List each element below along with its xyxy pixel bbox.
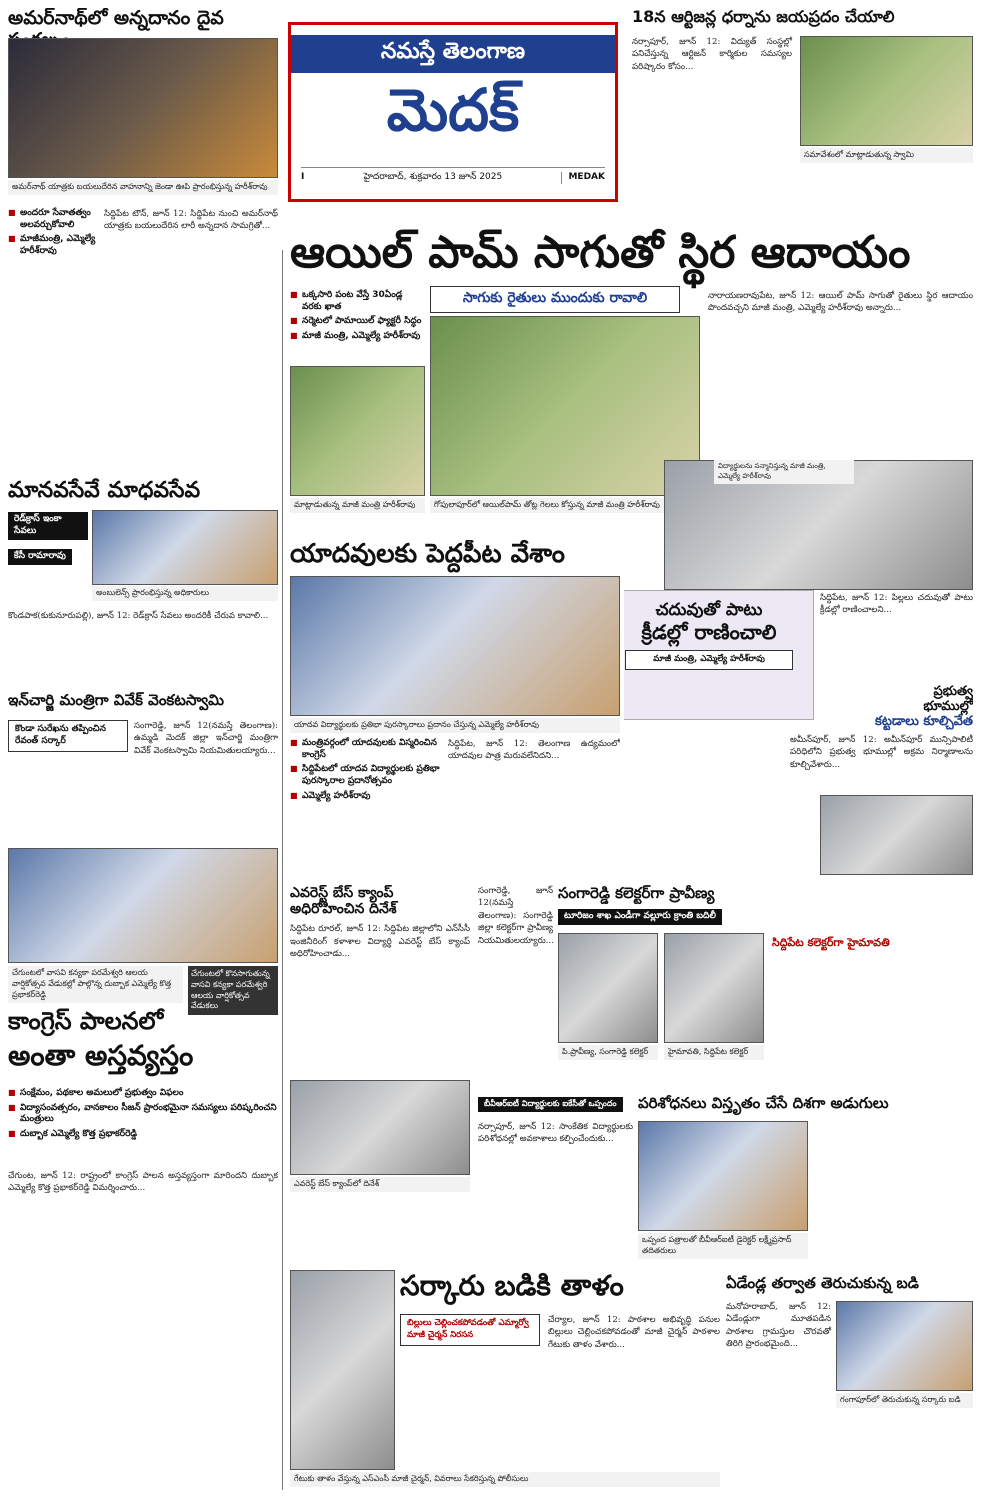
amarnath-article bbox=[8, 8, 278, 478]
headline: పరిశోధనలు విస్తృతం చేసే దిశగా అడుగులు bbox=[638, 1095, 889, 1112]
photo-caption: అమర్‌నాథ్ యాత్రకు బయలుదేరిన వాహనాన్ని జెండా ఊపి ప్రారంభిస్తున్న హరీశ్‌రావు bbox=[8, 180, 278, 195]
photo-caption: సమావేశంలో మాట్లాడుతున్న స్వామి bbox=[800, 148, 973, 163]
masthead bbox=[288, 22, 618, 202]
edition-name: మెదక్ bbox=[386, 76, 520, 144]
award-photo bbox=[290, 576, 620, 716]
bhoomi-article bbox=[790, 685, 973, 885]
headline: సర్కారు బడికి తాళం bbox=[400, 1270, 624, 1302]
headline: సంగారెడ్డి కలెక్టర్‌గా ప్రావీణ్య bbox=[558, 885, 715, 902]
headline: అమర్‌నాథ్‌లో అన్నదానం దైవ bbox=[8, 8, 224, 29]
mou-photo bbox=[638, 1121, 808, 1231]
subhead: సాగుకు రైతులు ముందుకు రావాలి bbox=[430, 286, 680, 313]
everest-photo bbox=[290, 1080, 470, 1175]
school-lock-article bbox=[290, 1270, 720, 1490]
photo-caption: గోపులాపూర్‌లో ఆయిల్‌పామ్ తోట్ల గెలలు కోస్తున్న మాజీ మంత్రి హరీశ్‌రావు bbox=[430, 498, 700, 513]
attribution: మాజీ మంత్రి, ఎమ్మెల్యే హరీశ్‌రావు bbox=[625, 650, 793, 670]
dharna-article bbox=[632, 8, 973, 223]
headline: యాదవులకు పెద్దపీట వేశాం bbox=[290, 540, 565, 569]
headline: ప్రభుత్వ bbox=[933, 685, 973, 699]
photo-caption: ఎవరెస్ట్ బేస్ క్యాంప్‌లో దినేశ్ bbox=[290, 1177, 470, 1192]
side-note: చేగుంటలో కొనసాగుతున్న వాసవి కన్యకా పరమేశ్వరి ఆలయ వార్షికోత్సవ వేడుకలు bbox=[188, 966, 278, 1015]
column-rule bbox=[282, 690, 283, 1490]
column-rule bbox=[282, 250, 283, 690]
bullet: ■ మాజీ మంత్రి, ఎమ్మెల్యే హరీశ్‌రావు bbox=[290, 331, 425, 343]
article-body: కొండపాక(కుకునూరుపల్లి), జూన్ 12: రెడ్‌క్రాస్ సేవలు అందరికీ చేరువ కావాలి... bbox=[8, 611, 269, 621]
photo-caption: విద్యార్థులను సన్మానిస్తున్న మాజీ మంత్రి, ఎమ్మెల్యే హరీశ్‌రావు bbox=[714, 460, 854, 484]
article-body: చేగుంట, జూన్ 12: రాష్ట్రంలో కాంగ్రెస్ పాలన అస్తవ్యస్తంగా మారిందని దుబ్బాక ఎమ్మెల్యే కొత్త ప్రభాకర్‌రెడ్డి విమర్శించారు... bbox=[8, 1171, 278, 1194]
headline: కట్టడాలు కూల్చివేత bbox=[875, 713, 973, 729]
article-body: నారాయణరావుపేట, జూన్ 12: ఆయిల్ పామ్ సాగుతో రైతులు స్థిర ఆదాయం పొందవచ్చని మాజీ మంత్రి, ఎమ్మెల్యే హరీశ్‌రావు అన్నారు... bbox=[708, 291, 973, 314]
research-article bbox=[478, 1095, 973, 1275]
bullet: ■ ఎమ్మెల్యే హరీశ్‌రావు bbox=[290, 791, 440, 803]
meeting-photo bbox=[290, 366, 425, 496]
headline: కాంగ్రెస్ పాలనలో bbox=[8, 1007, 164, 1035]
collector-photo-2 bbox=[664, 933, 764, 1043]
manavaseve-article bbox=[8, 478, 278, 688]
article-body: సంగారెడ్డి, జూన్ 12(నమస్తే తెలంగాణ): ఉమ్మడి మెదక్ జిల్లా ఇన్‌చార్జి మంత్రిగా వివేక్ వెంకటస్వామి నియమితులయ్యారు... bbox=[134, 721, 278, 756]
photo-caption: గేటుకు తాళం వేస్తున్న ఎస్‌ఎంసీ మాజీ చైర్మన్, వివరాలు సేకరిస్తున్న పోలీసులు bbox=[290, 1472, 720, 1487]
headline: క్రీడల్లో రాణించాలి bbox=[641, 619, 777, 644]
congress-article bbox=[8, 848, 278, 1488]
article-body: మనోహరాబాద్, జూన్ 12: ఏడేండ్లుగా మూతపడిన పాఠశాల గ్రామస్తుల చొరవతో తిరిగి ప్రారంభమైంది... bbox=[726, 1302, 831, 1350]
photo-caption: పి.ప్రావీణ్య, సంగారెడ్డి కలెక్టర్ bbox=[558, 1045, 658, 1060]
article-body: సిద్దిపేట టౌన్, జూన్ 12: సిద్దిపేట నుంచి అమర్‌నాథ్ యాత్రకు బయలుదేరిన లారీ అన్నదాన సామగ్రితో... bbox=[104, 209, 278, 232]
dateline: హైదరాబాద్, శుక్రవారం 13 జూన్ 2025 bbox=[363, 172, 503, 182]
headline: మానవసేవే మాధవసేవ bbox=[8, 478, 201, 503]
headline: చదువుతో పాటు bbox=[655, 600, 763, 620]
bullet: ■ దుబ్బాక ఎమ్మెల్యే కొత్త ప్రభాకర్‌రెడ్డి bbox=[8, 1129, 278, 1141]
tag: కేసీ రామారావు bbox=[8, 549, 72, 565]
ambulance-photo bbox=[92, 510, 278, 585]
article-body: నర్సాపూర్, జూన్ 12: విద్యుత్ సంస్థల్లో పనిచేస్తున్న ఆర్టిజన్ కార్మికుల సమస్యల పరిష్కారం కోసం... bbox=[632, 37, 792, 72]
bullet: ■ మంత్రివర్గంలో యాదవులకు విస్మరించిన కాంగ్రెస్ bbox=[290, 738, 440, 761]
article-body: సిద్దిపేట, జూన్ 12: పిల్లలు చదువుతో పాటు క్రీడల్లో రాణించాలని... bbox=[820, 593, 973, 616]
sub-headline: సిద్దిపేట కలెక్టర్‌గా హైమావతి bbox=[772, 936, 890, 949]
tag: బిల్లులు చెల్లించకపోవడంతో ఎమ్మార్వో మాజీ చైర్మన్ నిరసన bbox=[400, 1314, 540, 1346]
school-photo bbox=[836, 1301, 973, 1391]
photo-caption: యాదవ విద్యార్థులకు ప్రతిభా పురస్కారాలు ప్రదానం చేస్తున్న ఎమ్మెల్యే హరీశ్‌రావు bbox=[290, 718, 620, 733]
edition-code: MEDAK bbox=[561, 172, 605, 184]
bullet: ■ నర్మెటలో పామాయిల్ ఫ్యాక్టరీ సిద్ధం bbox=[290, 316, 425, 328]
demolition-photo bbox=[820, 795, 973, 875]
headline: ఆయిల్ పామ్ సాగుతో స్థిర ఆదాయం bbox=[290, 228, 911, 278]
photo-caption: మాట్లాడుతున్న మాజీ మంత్రి హరీశ్‌రావు bbox=[290, 498, 425, 513]
headline: 18న ఆర్టిజన్ల ధర్నాను జయప్రదం చేయాలి bbox=[632, 8, 895, 26]
reopen-article bbox=[726, 1275, 973, 1490]
tag: రెడ్‌క్రాస్ ఇంకా సేవలు bbox=[8, 512, 88, 540]
amarnath-photo bbox=[8, 38, 278, 178]
article-body: సిద్దిపేట, జూన్ 12: తెలంగాణ ఉద్యమంలో యాదవుల పాత్ర మరువలేనిదని... bbox=[448, 739, 620, 762]
article-body: సంగారెడ్డి, జూన్ 12(నమస్తే తెలంగాణ): సంగారెడ్డి జిల్లా కలెక్టర్‌గా ప్రావీణ్య నియమితులయ్యారు... bbox=[478, 886, 554, 946]
bullet: ■ అందరూ సేవాతత్వం అలవర్చుకోవాలి bbox=[8, 208, 98, 231]
paper-name: నమస్తే తెలంగాణ bbox=[291, 35, 615, 73]
photo-caption: ఒప్పంద పత్రాలతో బీవీఆర్‌ఐటీ డైరెక్టర్ లక్ష్మీప్రసాద్ తదితరులు bbox=[638, 1233, 808, 1259]
article-body: చేర్యాల, జూన్ 12: పాఠశాల అభివృద్ధి పనుల బిల్లులు చెల్లించకపోవడంతో మాజీ చైర్మన్ పాఠశాల గేటుకు తాళం వేశారు... bbox=[548, 1315, 720, 1350]
article-body: నర్సాపూర్, జూన్ 12: సాంకేతిక విద్యార్థులకు పరిశోధనల్లో అవకాశాలు కల్పించేందుకు... bbox=[478, 1122, 633, 1145]
highlight-box: కొండా సురేఖను తప్పించిన రేవంత్ సర్కార్ bbox=[8, 720, 128, 752]
headline: అంతా అస్తవ్యస్తం bbox=[8, 1039, 194, 1072]
tag: బీవీఆర్‌ఐటీ విద్యార్థులకు ఐకేసీతో ఒప్పందం bbox=[478, 1097, 623, 1112]
photo-caption: అంబులెన్స్ ప్రారంభిస్తున్న అధికారులు bbox=[92, 586, 278, 601]
bullet: ■ ఒక్కసారి పంట వేస్తే 30ఏండ్ల వరకు ఖాత bbox=[290, 290, 425, 313]
bullet: ■ మాజీమంత్రి, ఎమ్మెల్యే హరీశ్‌రావు bbox=[8, 234, 98, 257]
article-body: సిద్దిపేట రూరల్, జూన్ 12: సిద్దిపేట జిల్లాలోని ఎన్‌సీసీ ఇంజినీరింగ్ కళాశాల విద్యార్థి ఎవరెస్ట్ బేస్ క్యాంప్ అధిరోహించాడు... bbox=[290, 924, 470, 960]
incharge-article bbox=[8, 692, 278, 842]
article-body: అమీన్‌పూర్, జూన్ 12: అమీన్‌పూర్ మున్సిపాలిటీ పరిధిలోని ప్రభుత్వ భూముల్లో అక్రమ నిర్మాణాలను కూల్చివేశారు... bbox=[790, 734, 973, 770]
dharna-photo bbox=[800, 36, 973, 146]
yadavulu-article bbox=[290, 540, 620, 880]
headline: ఏడేండ్ల తర్వాత తెరుచుకున్న బడి bbox=[726, 1275, 919, 1292]
bullet: ■ విద్యాసంవత్సరం, వానకాలం సీజన్ ప్రారంభమైనా సమస్యలు పరిష్కరించని మంత్రులు bbox=[8, 1103, 278, 1126]
headline: భూముల్లో bbox=[923, 698, 973, 714]
gate-photo bbox=[290, 1270, 395, 1470]
photo-caption: హైమావతి, సిద్దిపేట కలెక్టర్ bbox=[664, 1045, 764, 1060]
bullet: ■ సిద్దిపేటలో యాదవ విద్యార్థులకు ప్రతిభా పురస్కారాల ప్రదానోత్సవం bbox=[290, 764, 440, 787]
photo-caption: గంగాపూర్‌లో తెరుచుకున్న సర్కారు బడి bbox=[836, 1393, 973, 1408]
headline: ఎవరెస్ట్ బేస్ క్యాంప్ అధిరోహించిన దినేశ్ bbox=[290, 885, 397, 918]
tag: టూరిజం శాఖ ఎండీగా వల్లూరు క్రాంతి బదిలీ bbox=[558, 909, 722, 925]
photo-caption: చేగుంటలో వాసవి కన్యకా పరమేశ్వరి ఆలయ వార్షికోత్సవ వేడుకల్లో పాల్గొన్న దుబ్బాక ఎమ్మెల్యే కొత్త ప్రభాకర్‌రెడ్డి bbox=[8, 966, 183, 1003]
collector-photo-1 bbox=[558, 933, 658, 1043]
page-number: I bbox=[301, 172, 305, 182]
bullet: ■ సంక్షేమం, పథకాల అమలులో ప్రభుత్వం విఫలం bbox=[8, 1088, 278, 1100]
headline: ఇన్‌చార్జి మంత్రిగా వివేక్ వెంకటస్వామి bbox=[8, 692, 225, 709]
temple-photo bbox=[8, 848, 278, 963]
everest-article bbox=[290, 885, 470, 1195]
collector-article bbox=[478, 885, 973, 1095]
